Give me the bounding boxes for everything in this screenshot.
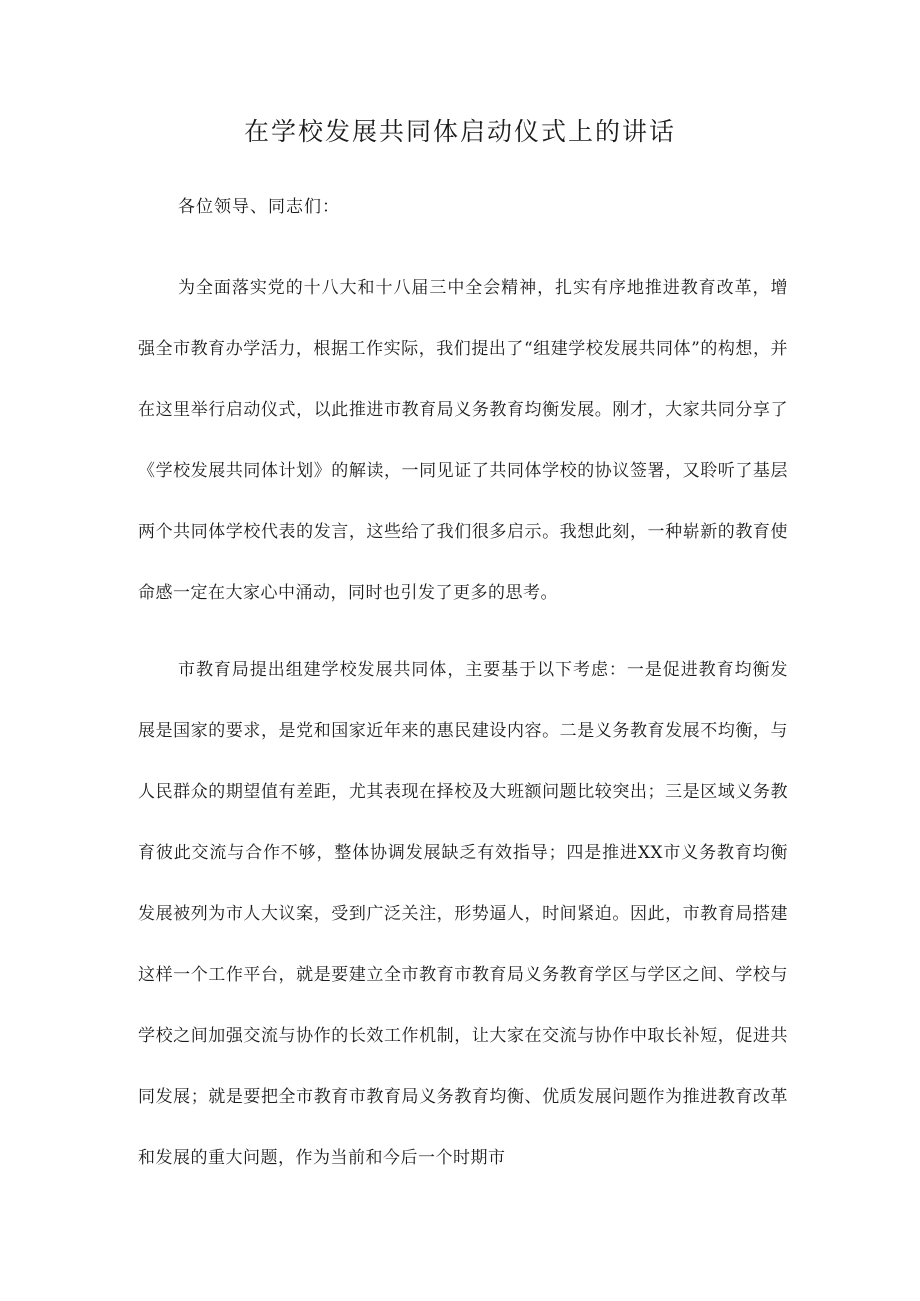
paragraph-1: 为全面落实党的十八大和十八届三中全会精神，扎实有序地推进教育改革，增强全市教育办学活力，根据工作实际，我们提出了“组建学校发展共同体”的构想，并在这里举行启动仪式，以此推进市教育局义务教育均衡发展。刚才，大家共同分享了《学校发展共同体计划》的解读，一同见证了共同体学校的协议签署，又聆听了基层两个共同体学校代表的发言，这些给了我们很多启示。我想此刻，一种崭新的教育使命感一定在大家心中涌动，同时也引发了更多的思考。 bbox=[138, 278, 788, 603]
document-title: 在学校发展共同体启动仪式上的讲话 bbox=[243, 117, 676, 146]
paragraph-2: 市教育局提出组建学校发展共同体，主要基于以下考虑：一是促进教育均衡发展是国家的要求，是党和国家近年来的惠民建设内容。二是义务教育发展不均衡，与人民群众的期望值有差距，尤其表现在择校及大班额问题比较突出；三是区域义务教育彼此交流与合作不够，整体协调发展缺乏有效指导；四是推进XX市义务教育均衡发展被列为市人大议案，受到广泛关注，形势逼人，时间紧迫。因此，市教育局搭建这样一个工作平台，就是要建立全市教育市教育局义务教育学区与学区之间、学校与学校之间加强交流与协作的长效工作机制，让大家在交流与协作中取长补短，促进共同发展；就是要把全市教育市教育局义务教育均衡、优质发展问题作为推进教育改革和发展的重大问题，作为当前和今后一个时期市 bbox=[138, 660, 788, 1168]
salutation: 各位领导、同志们： bbox=[178, 197, 340, 217]
